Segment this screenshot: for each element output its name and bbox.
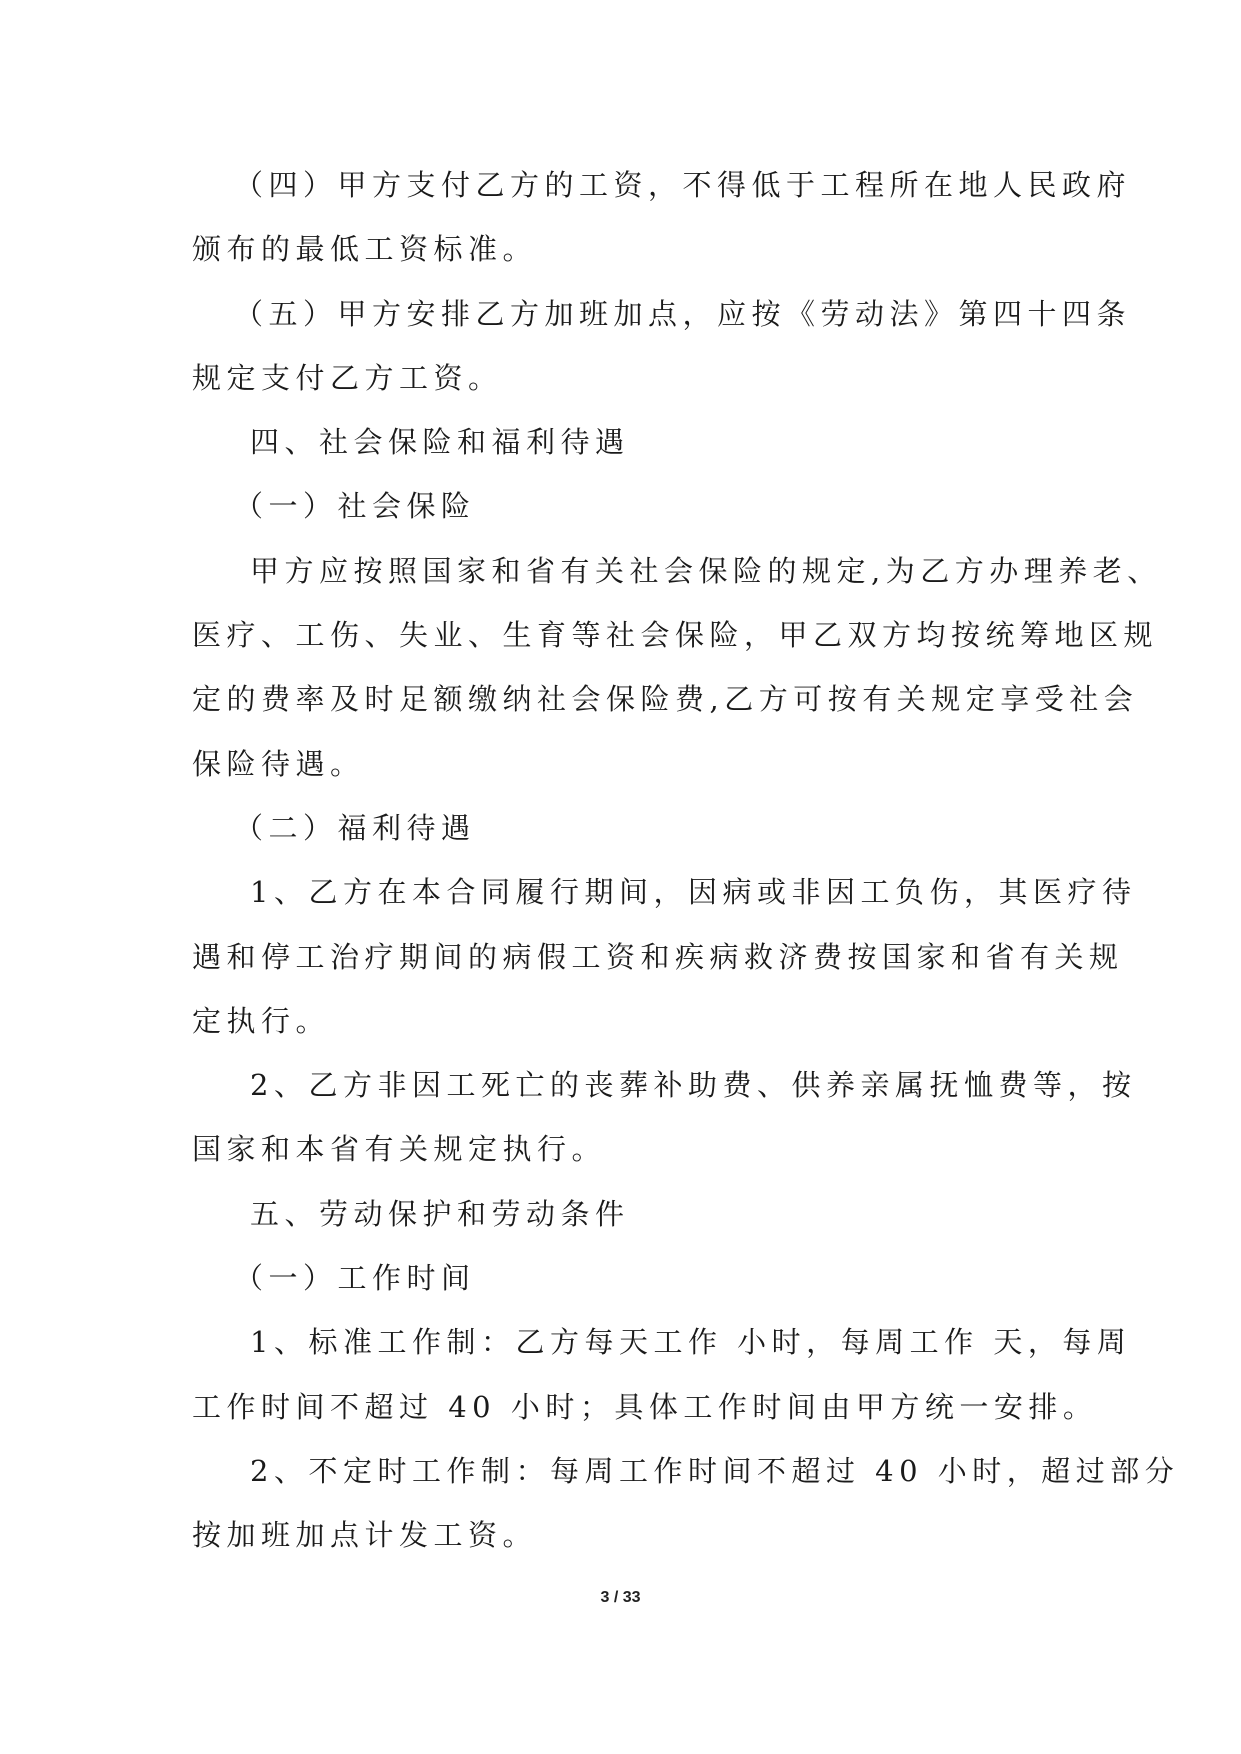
text-line: 2、乙方非因工死亡的丧葬补助费、供养亲属抚恤费等，按: [250, 1068, 1137, 1103]
text-line: 按加班加点计发工资。: [192, 1518, 538, 1553]
text-line: （四）甲方支付乙方的工资，不得低于工程所在地人民政府: [234, 168, 1132, 202]
text-line: 保险待遇。: [192, 746, 365, 781]
text-line: 定执行。: [192, 1003, 331, 1038]
text-line: 医疗、工伤、失业、生育等社会保险，甲乙双方均按统筹地区规: [192, 618, 1159, 653]
text-line: 规定支付乙方工资。: [192, 360, 503, 395]
text-line: 1、标准工作制：乙方每天工作 小时，每周工作 天，每周: [250, 1325, 1132, 1360]
text-line: 颁布的最低工资标准。: [192, 232, 538, 267]
text-line: 遇和停工治疗期间的病假工资和疾病救济费按国家和省有关规: [192, 939, 1124, 974]
text-line: 工作时间不超过 40 小时；具体工作时间由甲方统一安排。: [192, 1389, 1098, 1424]
section-heading: 四、社会保险和福利待遇: [250, 425, 630, 460]
text-line: 甲方应按照国家和省有关社会保险的规定,为乙方办理养老、: [250, 553, 1162, 588]
text-line: （五）甲方安排乙方加班加点，应按《劳动法》第四十四条: [234, 296, 1132, 331]
subsection-heading: （一）社会保险: [234, 489, 476, 524]
text-line: 2、不定时工作制：每周工作时间不超过 40 小时，超过部分: [250, 1453, 1180, 1488]
page-number: 3 / 33: [600, 1589, 641, 1606]
document-body: [192, 153, 1180, 1568]
paragraph: [192, 153, 1180, 1568]
subsection-heading: （二）福利待遇: [234, 810, 476, 845]
text-line: 1、乙方在本合同履行期间，因病或非因工负伤，其医疗待: [250, 875, 1137, 910]
text-line: 国家和本省有关规定执行。: [192, 1132, 607, 1167]
subsection-heading: （一）工作时间: [234, 1261, 476, 1296]
section-heading: 五、劳动保护和劳动条件: [250, 1196, 630, 1231]
text-line: 定的费率及时足额缴纳社会保险费,乙方可按有关规定享受社会: [192, 682, 1139, 717]
